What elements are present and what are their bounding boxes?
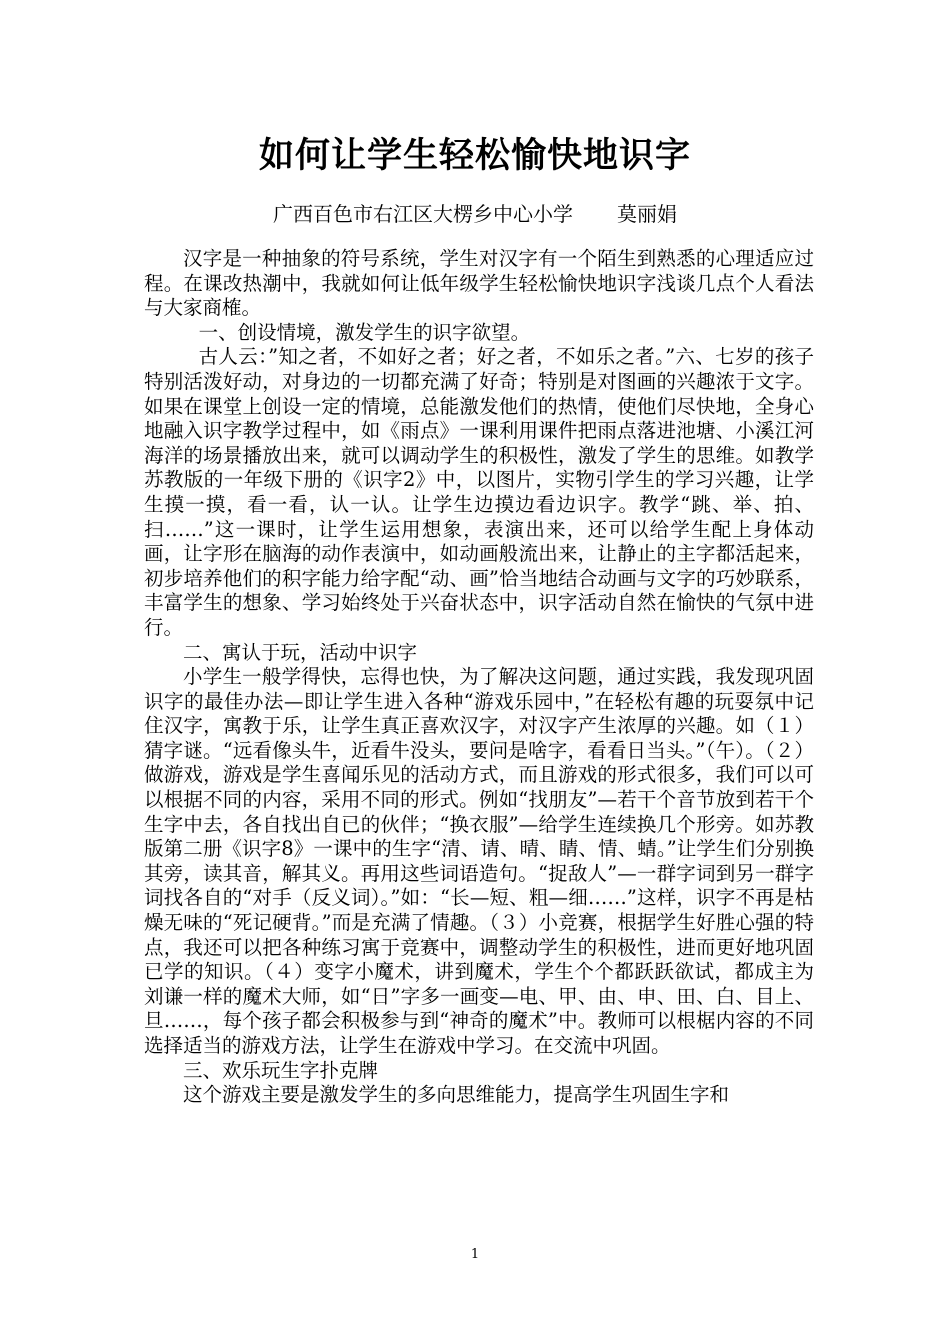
author-name: 莫丽娟 [617, 202, 677, 226]
document-title: 如何让学生轻松愉快地识字 [258, 135, 691, 176]
paragraph-section-3: 这个游戏主要是激发学生的多向思维能力，提高学生巩固生字和 [183, 1083, 730, 1107]
author-school: 广西百色市右江区大楞乡中心小学 [273, 202, 573, 226]
section-heading-2: 二、寓认于玩，活动中识字 [183, 640, 418, 664]
paragraph-section-1: 古人云：”知之者，不如好之者；好之者，不如乐之者。”六、七岁的孩子特别活泼好动，对身边的一切都充满了好奇；特别是对图画的兴趣浓于文字。如果在课堂上创设一定的情境，总能激发他们的热情，使他们尽快地，全身心地融入识字教学过程中，如《雨点》一课利用课件把雨点落进池塘、小溪江河海洋的场景播放出来，就可以调动学生的积极性，激发了学生的思维。如教学苏教版的一年级下册的《识字2》中，以图片，实物引学生的学习兴趣，让学生摸一摸，看一看，认一认。让学生边摸边看边识字。教学“跳、举、拍、扫……”这一课时，让学生运用想象，表演出来，还可以给学生配上身体动画，让字形在脑海的动作表演中，如动画般流出来，让静止的主字都活起来，初步培养他们的积字能力给字配“动、画”恰当地结合动画与文字的巧妙联系，丰富学生的想象、学习始终处于兴奋状态中，识字活动自然在愉快的气氛中进行。 [144, 345, 814, 639]
document-body [144, 247, 814, 1108]
author-line [0, 198, 950, 227]
section-heading-3: 三、欢乐玩生字扑克牌 [183, 1058, 379, 1082]
paragraph-intro: 汉字是一种抽象的符号系统，学生对汉字有一个陌生到熟悉的心理适应过程。在课改热潮中，我就如何让低年级学生轻松愉快地识字浅谈几点个人看法与大家商榷。 [144, 247, 814, 320]
page-number: 1 [470, 1247, 480, 1262]
section-heading-1: 一、创设情境，激发学生的识字欲望。 [198, 320, 531, 344]
paragraph-section-2: 小学生一般学得快，忘得也快，为了解决这问题，通过实践，我发现巩固识字的最佳办法—即让学生进入各种“游戏乐园中，”在轻松有趣的玩耍氛中记住汉字，寓教于乐，让学生真正喜欢汉字，对汉字产生浓厚的兴趣。如（１）猜字谜。“远看像头牛，近看牛没头，要问是啥字，看看日当头。”（午）。（２）做游戏，游戏是学生喜闻乐见的活动方式，而且游戏的形式很多，我们可以可以根据不同的内容，采用不同的形式。例如“找朋友”—若干个音节放到若干个生字中去，各自找出自已的伙伴；“换衣服”—给学生连续换几个形旁。如苏教版第二册《识字8》一课中的生字“清、请、晴、睛、情、蜻。”让学生们分别换其旁，读其音，解其义。再用这些词语造句。“捉敌人”—一群字词到另一群字词找各自的“对手（反义词）。”如：“长—短、粗—细……”这样，识字不再是枯燥无味的“死记硬背。”而是充满了情趣。（３）小竞赛，根据学生好胜心强的特点，我还可以把各种练习寓于竞赛中，调整动学生的积极性，进而更好地巩固已学的知识。（４）变字小魔术，讲到魔术，学生个个都跃跃欲试，都成主为刘谦一样的魔术大师，如“日”字多一画变—电、甲、由、申、田、白、目上、旦……，每个孩子都会积极参与到“神奇的魔术”中。教师可以根椐内容的不同选择适当的游戏方法，让学生在游戏中学习。在交流中巩固。 [144, 665, 814, 1057]
